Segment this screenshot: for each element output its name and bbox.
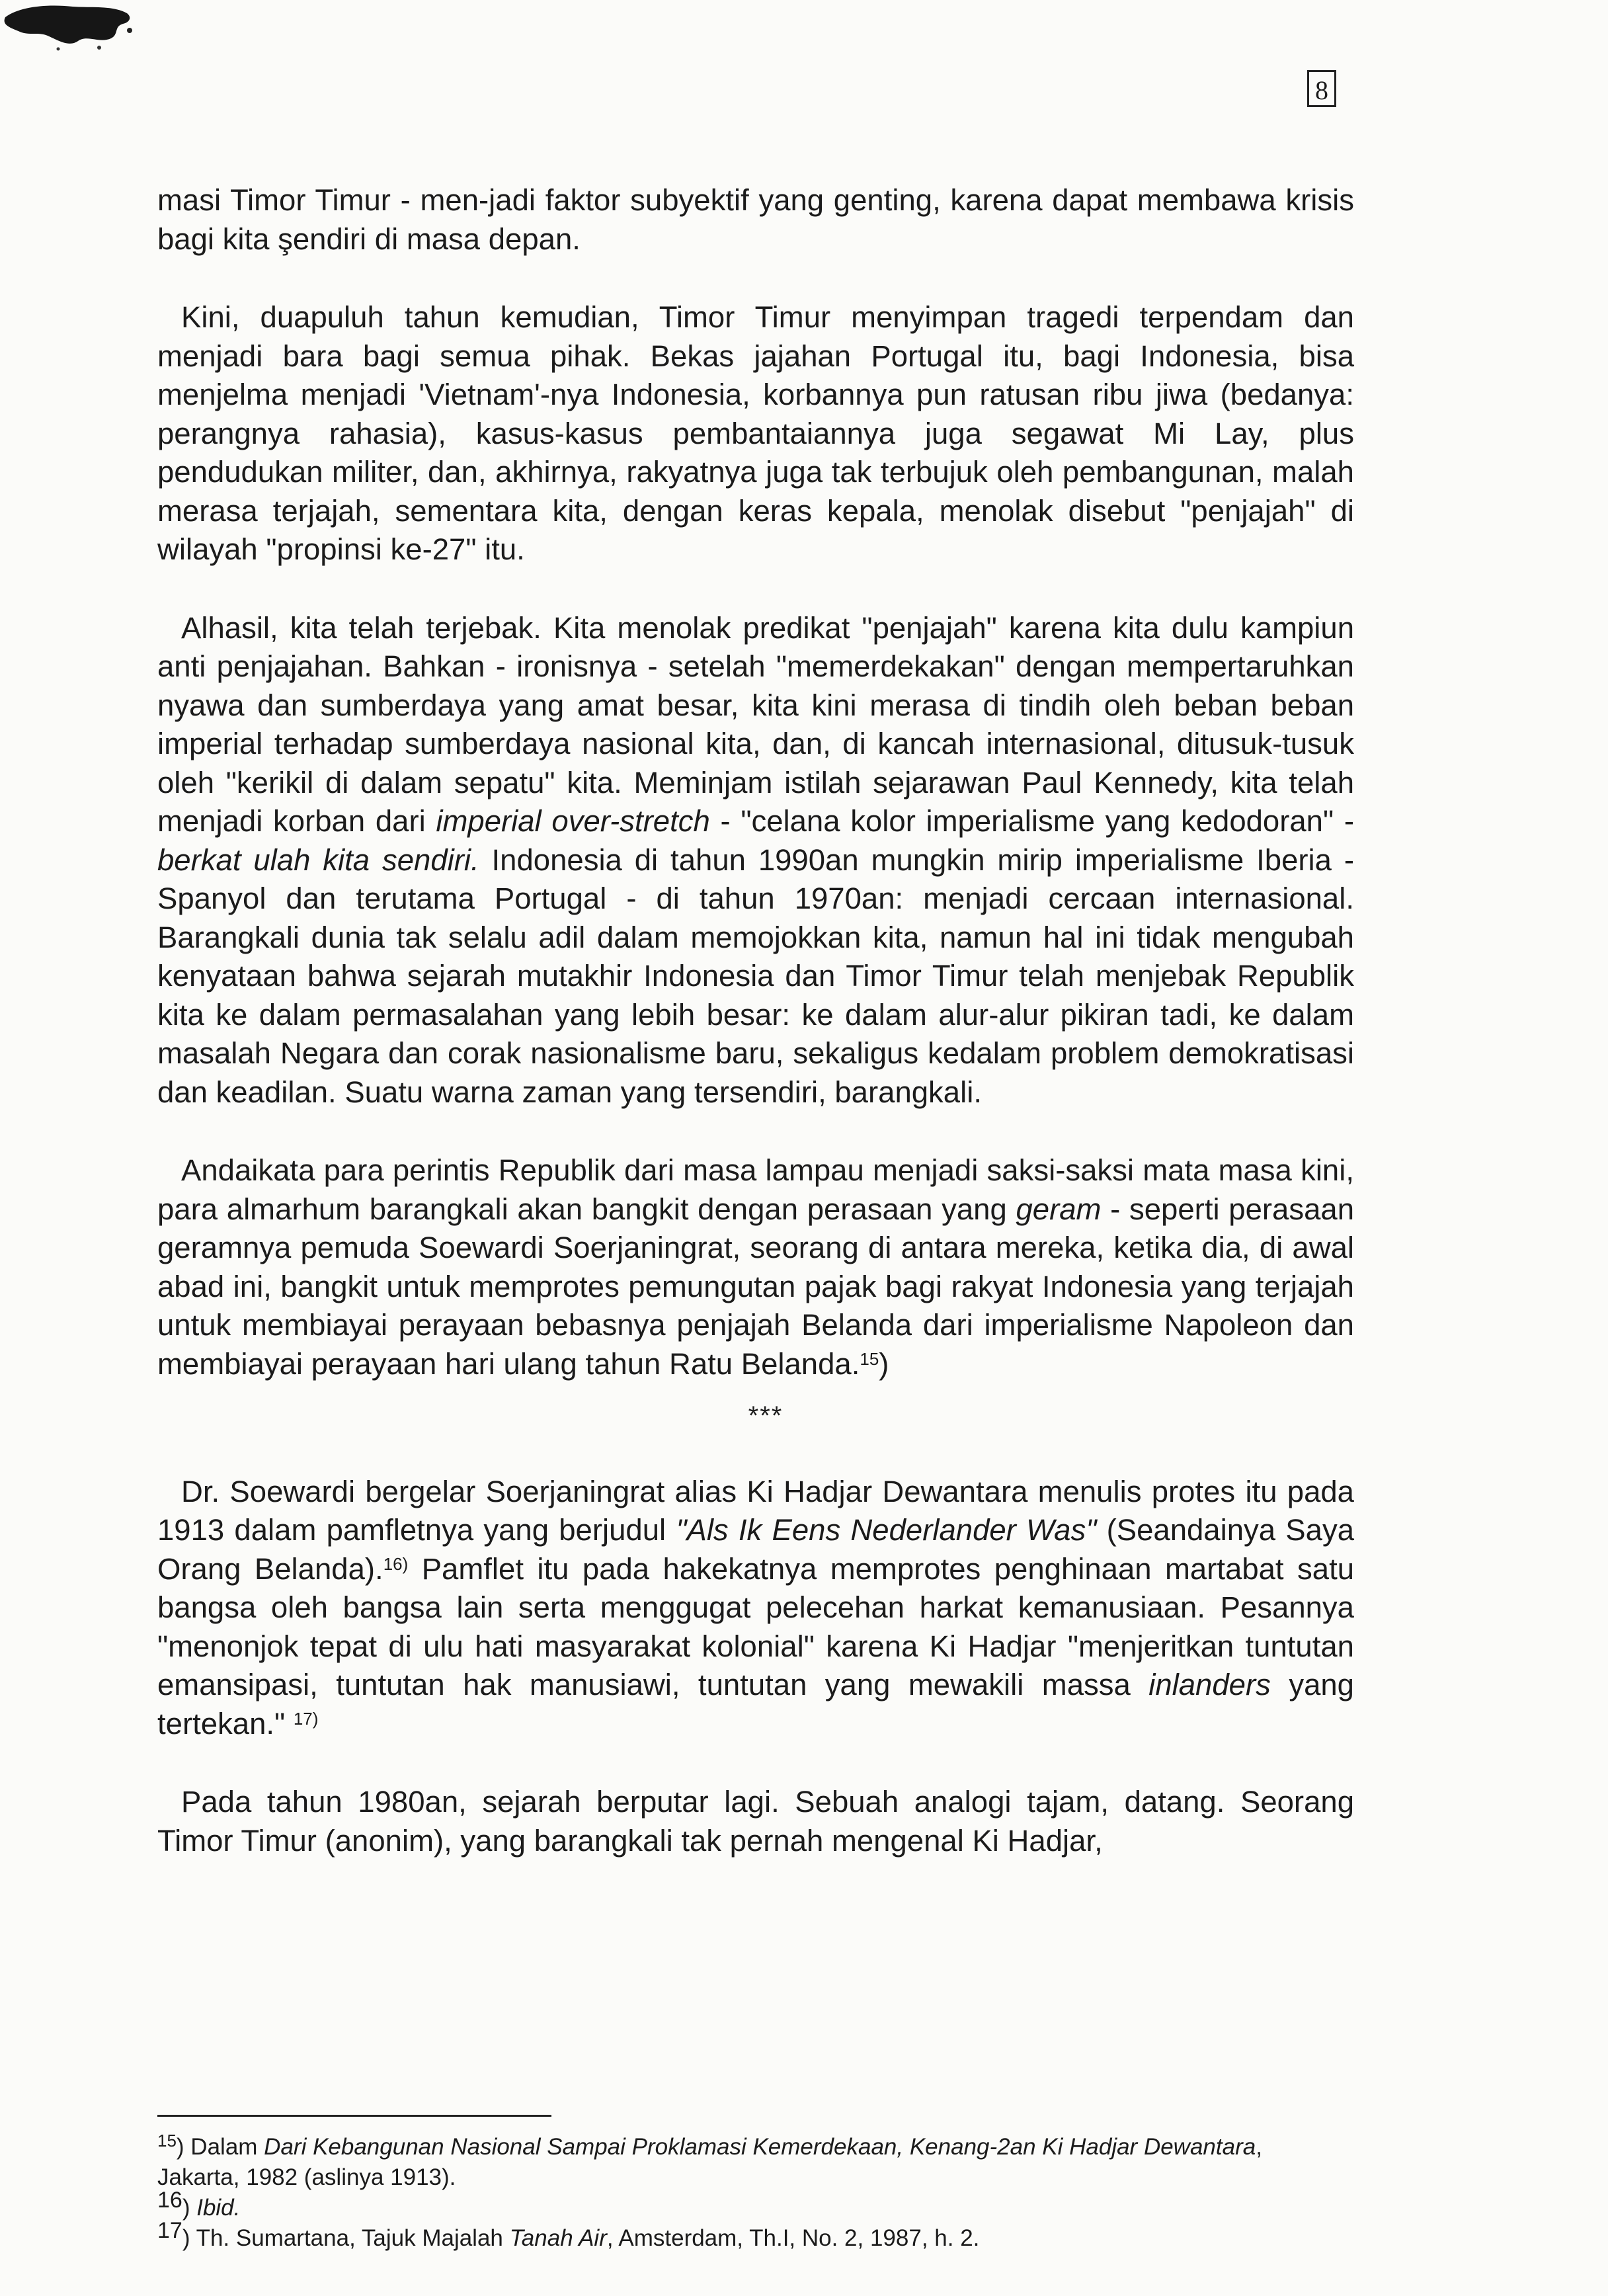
footnote-ref-15-close: ): [879, 1346, 889, 1381]
paragraph-4-italic-b: geram: [1016, 1192, 1102, 1226]
paragraph-5-text-a: Dr. Soewardi bergelar Soerjaningrat alias Ki Hadjar Dewantara menulis protes itu pada 1913 dalam pamfletnya yang berjudul: [157, 1474, 1354, 1547]
footnote-15-close: ) Dalam: [176, 2134, 264, 2160]
paragraph-3-text-a: Alhasil, kita telah terjebak. Kita menolak predikat "penjajah" karena kita dulu kampiun anti penjajahan. Bahkan - ironisnya - setelah "memerdekakan" dengan mempertaruhkan nyawa dan sumberdaya yang amat besar, kita kini merasa di tindih oleh beban beban imperial terhadap sumberdaya nasional kita, dan, di kancah internasional, ditusuk-tusuk oleh "kerikil di dalam sepatu" kita. Meminjam istilah sejarawan Paul Kennedy, kita telah menjadi korban dari: [157, 610, 1354, 838]
page-number-box: [1307, 70, 1336, 107]
footnote-divider: [157, 2115, 551, 2117]
footnote-ref-17: 17): [293, 1708, 319, 1729]
footnotes: [157, 2132, 1347, 2254]
footnote-16-number: 16: [157, 2188, 182, 2213]
paragraph-5-text-d: Pamflet itu pada hakekatnya memprotes penghinaan martabat satu bangsa oleh bangsa lain serta menggugat pelecehan harkat kemanusiaan. Pesannya "menonjok tepat di ulu hati masyarakat kolonial" karena Ki Hadjar "menjeritkan tuntutan emansipasi, tuntutan hak manusiawi, tuntutan yang mewakili massa: [157, 1551, 1355, 1702]
footnote-ref-16: 16): [383, 1553, 409, 1574]
footnote-17-number: 17: [157, 2218, 182, 2243]
footnote-15: [157, 2132, 1347, 2193]
footnote-17: [157, 2218, 1347, 2254]
paragraph-5: [157, 1473, 1354, 1744]
paragraph-3-text-e: Indonesia di tahun 1990an mungkin mirip imperialisme Iberia - Spanyol dan terutama Portugal - di tahun 1970an: menjadi cercaan internasional. Barangkali dunia tak selalu adil dalam memojokkan kita, namun hal ini tidak mengubah kenyataan bahwa sejarah mutakhir Indonesia dan Timor Timur telah menjebak Republik kita ke dalam permasalahan yang lebih besar: ke dalam alur-alur pikiran tadi, ke dalam masalah Negara dan corak nasionalisme baru, sekaligus kedalam problem demokratisasi dan keadilan. Suatu warna zaman yang tersendiri, barangkali.: [157, 842, 1354, 1109]
footnote-16-title: Ibid.: [196, 2195, 241, 2221]
paragraph-4-text-c: - seperti perasaan geramnya pemuda Soewardi Soerjaningrat, seorang di antara mereka, ketika dia, di awal abad ini, bangkit untuk memprotes pemungutan pajak bagi rakyat Indonesia yang terjajah untuk membiayai perayaan bebasnya penjajah Belanda dari imperialisme Napoleon dan membiayai perayaan hari ulang tahun Ratu Belanda.: [157, 1192, 1354, 1381]
paragraph-5-text-c: (Seandainya Saya Orang Belanda).: [157, 1513, 1354, 1586]
ink-blot-mark: [0, 0, 139, 60]
footnote-17-title: Tanah Air: [509, 2225, 607, 2251]
paragraph-3-italic-d: berkat ulah kita sendiri.: [157, 842, 479, 877]
paragraph-3-italic-b: imperial over-stretch: [436, 804, 710, 838]
footnote-15-number: 15: [157, 2131, 177, 2151]
paragraph-4: [157, 1151, 1354, 1383]
paragraph-3-text-c: - "celana kolor imperialisme yang kedodoran" -: [709, 804, 1354, 838]
section-separator: ***: [748, 1401, 784, 1430]
body-text: [157, 181, 1354, 1860]
paragraph-2: Kini, duapuluh tahun kemudian, Timor Timur menyimpan tragedi terpendam dan menjadi bara bagi semua pihak. Bekas jajahan Portugal itu, bagi Indonesia, bisa menjelma menjadi 'Vietnam'-nya Indonesia, korbannya pun ratusan ribu jiwa (bedanya: perangnya rahasia), kasus-kasus pembantaiannya juga segawat Mi Lay, plus pendudukan militer, dan, akhirnya, rakyatnya juga tak terbujuk oleh pembangunan, malah merasa terjajah, sementara kita, dengan keras kepala, menolak disebut "penjajah" di wilayah "propinsi ke-27" itu.: [157, 300, 1354, 566]
paragraph-5-italic-e: inlanders: [1148, 1668, 1271, 1702]
paragraph-continued: masi Timor Timur - men-jadi faktor subyektif yang genting, karena dapat membawa krisis bagi kita şendiri di masa depan.: [157, 183, 1354, 256]
footnote-15-title: Dari Kebangunan Nasional Sampai Proklamasi Kemerdekaan, Kenang-2an Ki Hadjar Dewantara: [264, 2134, 1256, 2160]
footnote-17-close: ) Th. Sumartana, Tajuk Majalah: [182, 2225, 510, 2251]
paragraph-5-text-f: yang tertekan.": [157, 1668, 1354, 1741]
footnote-16: [157, 2188, 1347, 2223]
paragraph-3: [157, 609, 1354, 1112]
page-number: 8: [1315, 75, 1328, 105]
footnote-16-close: ): [182, 2195, 197, 2221]
footnote-15-rest: , Jakarta, 1982 (aslinya 1913).: [157, 2134, 1262, 2190]
footnote-17-rest: , Amsterdam, Th.I, No. 2, 1987, h. 2.: [606, 2225, 980, 2251]
paragraph-6: Pada tahun 1980an, sejarah berputar lagi. Sebuah analogi tajam, datang. Seorang Timor Timur (anonim), yang barangkali tak pernah mengenal Ki Hadjar,: [157, 1785, 1354, 1858]
paragraph-4-text-a: Andaikata para perintis Republik dari masa lampau menjadi saksi-saksi mata masa kini, para almarhum barangkali akan bangkit dengan perasaan yang: [157, 1153, 1354, 1226]
paragraph-5-italic-b: "Als Ik Eens Nederlander Was": [676, 1513, 1097, 1547]
footnote-ref-15: 15: [860, 1348, 879, 1369]
